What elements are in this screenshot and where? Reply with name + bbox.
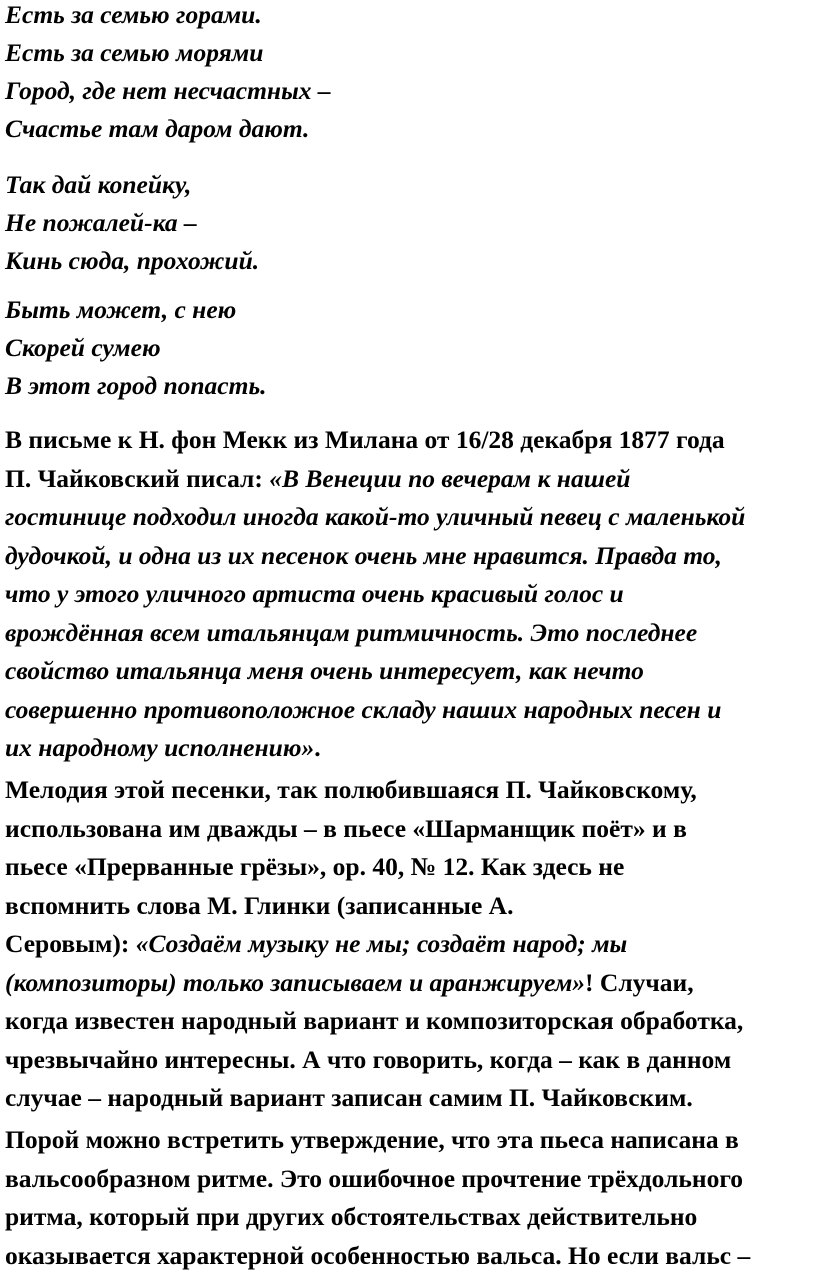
quote-line: что у этого уличного артиста очень красивый голос и — [5, 579, 624, 608]
paragraph-melody — [5, 771, 743, 1118]
poem-line: Скорей сумею — [5, 333, 161, 362]
text-line — [5, 964, 743, 1003]
text-line — [5, 729, 745, 768]
text-run: ! Случаи, — [585, 967, 694, 997]
text-line — [5, 925, 743, 964]
poem-line: Быть может, с нею — [5, 295, 237, 324]
quote-line: гостинице подходил иногда какой-то уличный певец с маленькой — [5, 502, 746, 531]
paragraph-tchaikovsky-letter — [5, 421, 745, 768]
poem-line: Счастье там даром дают. — [5, 114, 310, 143]
text-line: вспомнить слова М. Глинки (записанные А. — [5, 890, 514, 920]
text-line: случае – народный вариант записан самим П. Чайковским. — [5, 1083, 693, 1112]
text-line: оказывается характерной особенностью вальса. Но если вальс – — [5, 1240, 751, 1270]
text-line: В письме к Н. фон Мекк из Милана от 16/28 декабря 1877 года — [5, 425, 725, 454]
poem-line: Есть за семью морями — [5, 38, 264, 67]
paragraph-waltz — [5, 1121, 750, 1275]
poem-line: Не пожалей-ка – — [5, 208, 197, 237]
poem-line: Есть за семью горами. — [5, 0, 262, 29]
quote-run: «В Венеции по вечерам к нашей — [269, 463, 631, 493]
poem-line: Так дай копейку, — [5, 170, 192, 199]
quote-run: их народному исполнению» — [5, 733, 315, 762]
poem-stanza-3 — [5, 291, 267, 405]
poem-line: В этот город попасть. — [5, 371, 267, 400]
poem-line: Кинь сюда, прохожий. — [5, 246, 260, 275]
text-run: П. Чайковский писал: — [5, 463, 270, 493]
poem-stanza-1 — [5, 0, 331, 148]
quote-line: совершенно противоположное складу наших народных песен и — [5, 694, 722, 724]
poem-stanza-2 — [5, 166, 259, 280]
text-line: Мелодия этой песенки, так полюбившаяся П. Чайковскому, — [5, 775, 697, 804]
quote-run: (композиторы) только записываем и аранжируем» — [5, 967, 586, 997]
text-line: пьесе «Прерванные грёзы», ор. 40, № 12. Как здесь не — [5, 852, 625, 881]
quote-run: «Создаём музыку не мы; создаёт народ; мы — [135, 929, 628, 958]
text-run: . — [314, 733, 321, 762]
text-line: ритма, который при других обстоятельствах действительно — [5, 1202, 698, 1231]
poem-line: Город, где нет несчастных – — [5, 76, 331, 105]
text-run: Серовым): — [5, 929, 136, 958]
text-line: вальсообразном ритме. Это ошибочное прочтение трёхдольного — [5, 1163, 744, 1193]
text-line: использована им дважды – в пьесе «Шарманщик поёт» и в — [5, 813, 687, 843]
quote-line: свойство итальянца меня очень интересует, как нечто — [5, 656, 644, 685]
text-line: Порой можно встретить утверждение, что эта пьеса написана в — [5, 1125, 739, 1154]
quote-line: врождённая всем итальянцам ритмичность. Это последнее — [5, 617, 698, 647]
text-line: чрезвычайно интересны. А что говорить, когда – как в данном — [5, 1044, 732, 1074]
quote-line: дудочкой, и одна из их песенок очень мне нравится. Правда то, — [5, 540, 722, 570]
text-line — [5, 460, 745, 499]
text-line: когда известен народный вариант и композиторская обработка, — [5, 1006, 744, 1035]
